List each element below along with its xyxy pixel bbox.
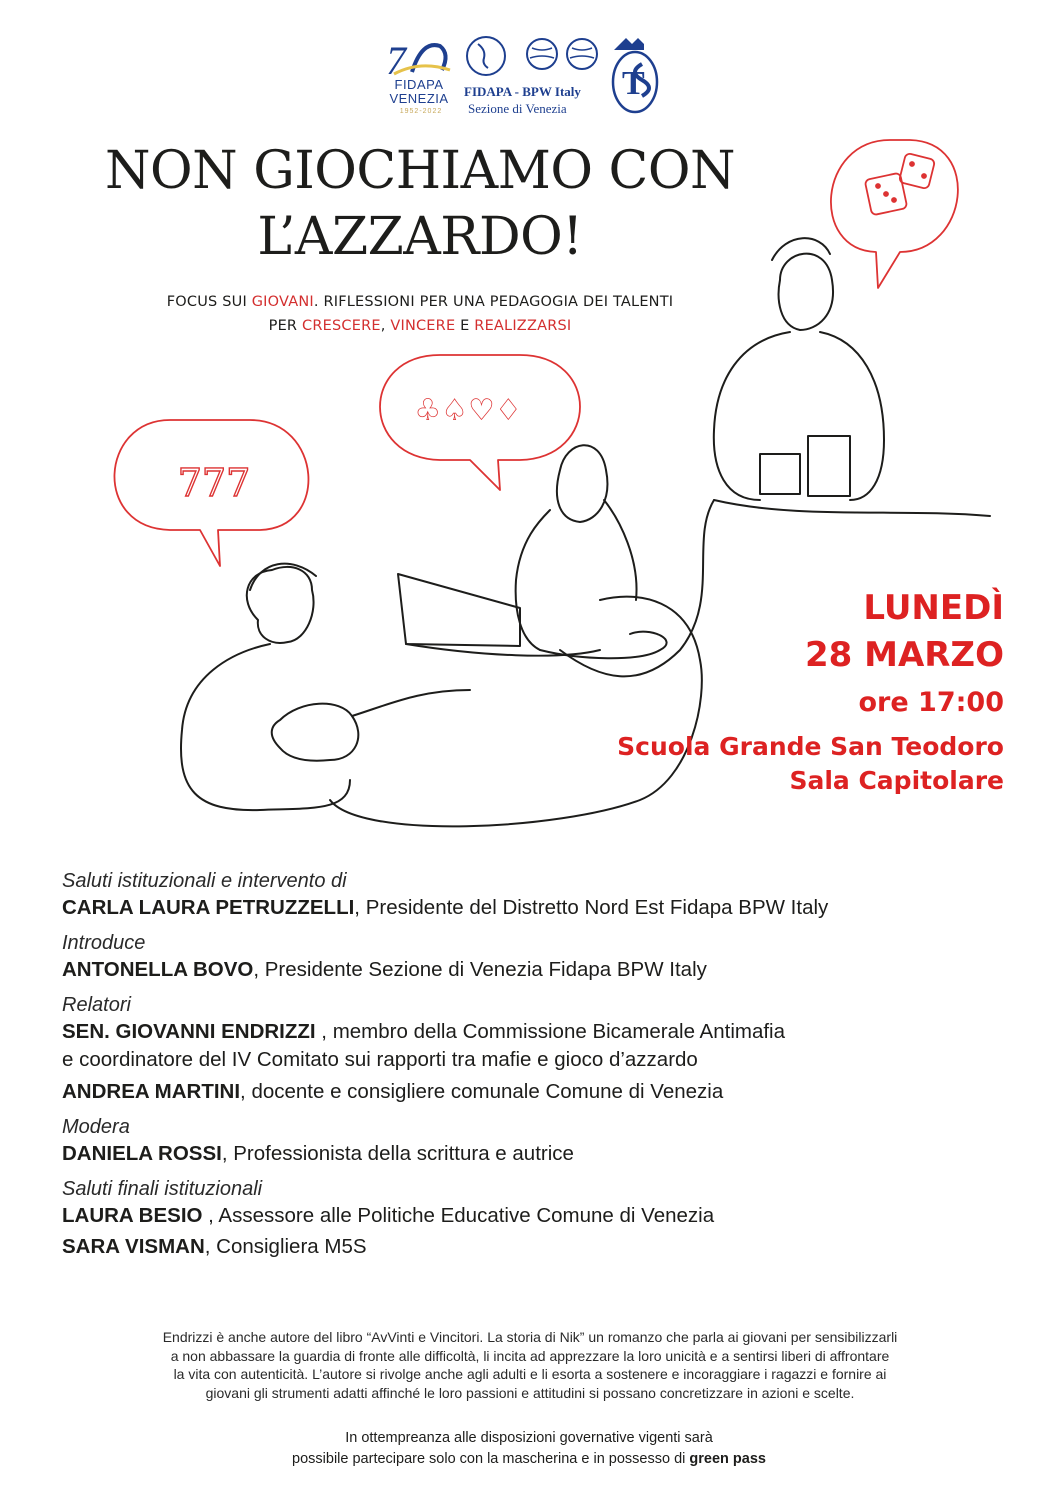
fidapa-70-seven-mark: 7 — [386, 38, 406, 83]
role-label: Saluti istituzionali e intervento di — [62, 870, 347, 892]
die-back — [899, 153, 935, 189]
man-head — [779, 254, 833, 330]
slot-777-text: 777 — [177, 461, 251, 505]
book-note — [50, 1328, 1010, 1402]
laptop-screen — [398, 574, 520, 646]
speaker-desc: , Consigliera M5S — [204, 1235, 367, 1258]
speaker-line — [62, 1078, 1022, 1106]
speaker-line — [62, 1202, 1022, 1230]
subtitle-text: FOCUS SUI — [166, 294, 252, 310]
girl-hair-right — [604, 500, 637, 600]
speaker-line — [62, 956, 1022, 984]
covid-notice — [0, 1428, 1058, 1470]
role-label: Saluti finali istituzionali — [62, 1178, 263, 1200]
event-time: ore 17:00 — [858, 687, 1004, 718]
notice-green-pass: green pass — [689, 1451, 766, 1467]
subtitle-highlight-crescere: CRESCERE — [302, 318, 381, 334]
program-block-closing — [62, 1176, 1022, 1261]
notice-line-1: In ottempreanza alle disposizioni governative vigenti sarà — [345, 1430, 713, 1446]
man-hair — [772, 238, 830, 260]
game-controller — [272, 704, 359, 761]
svg-text:T: T — [622, 65, 645, 102]
speaker-name: CARLA LAURA PETRUZZELLI — [62, 896, 355, 919]
speaker-desc: , Presidente Sezione di Venezia Fidapa BPW Italy — [253, 958, 707, 981]
speaker-line — [62, 894, 1022, 922]
program-block-moderator — [62, 1114, 1022, 1168]
speaker-desc: , docente e consigliere comunale Comune di Venezia — [240, 1080, 724, 1103]
speaker-name: SARA VISMAN — [62, 1235, 205, 1258]
note-line-2: a non abbassare la guardia di fronte alle difficoltà, li incita ad apprezzare la loro unicità e a sentirsi liberi di affrontare — [170, 1347, 890, 1364]
speaker-desc: , membro della Commissione Bicamerale Antimafia — [315, 1020, 786, 1043]
fidapa-venezia-line1: FIDAPA — [394, 77, 444, 92]
man-hand — [760, 454, 800, 494]
table-line — [714, 500, 990, 516]
event-venue — [617, 730, 1004, 798]
venue-room: Sala Capitolare — [789, 766, 1004, 795]
speaker-desc: , Professionista della scrittura e autrice — [221, 1142, 574, 1165]
title-line-2: L’AZZARDO! — [257, 207, 583, 267]
girl-head — [557, 445, 607, 522]
notice-text: possibile partecipare solo con la mascherina e in possesso di — [292, 1451, 690, 1467]
event-day: LUNEDÌ — [863, 588, 1004, 628]
phone — [808, 436, 850, 496]
subtitle-text: PER — [268, 318, 303, 334]
subtitle-text: . RIFLESSIONI PER UNA PEDAGOGIA DEI TALENTI — [313, 294, 674, 310]
role-label: Relatori — [62, 994, 131, 1016]
speaker-name: ANDREA MARTINI — [62, 1080, 241, 1103]
program-block-intro — [62, 930, 1022, 984]
program-list — [62, 868, 1022, 1269]
subtitle-highlight-giovani: GIOVANI — [251, 294, 314, 310]
event-info — [617, 586, 1004, 798]
program-block-speakers — [62, 992, 1022, 1106]
man-body-left — [714, 332, 790, 500]
speaker-line — [62, 1140, 1022, 1168]
venue-name: Scuola Grande San Teodoro — [617, 732, 1004, 761]
subtitle-highlight-vincere: VINCERE — [390, 318, 456, 334]
bpw-italy-label: FIDAPA - BPW Italy — [464, 84, 581, 99]
speaker-line — [62, 1233, 1022, 1261]
program-block-greetings — [62, 868, 1022, 922]
notice-line-2 — [0, 1449, 1058, 1470]
speaker-desc: , Presidente del Distretto Nord Est Fidapa BPW Italy — [354, 896, 829, 919]
note-line-1: Endrizzi è anche autore del libro “AvVinti e Vincitori. La storia di Nik” un romanzo che parla ai giovani per sensibilizzarli — [162, 1329, 898, 1345]
speaker-name: SEN. GIOVANNI ENDRIZZI — [62, 1020, 316, 1043]
speech-bubble-dice — [831, 140, 958, 288]
bpw-section-label: Sezione di Venezia — [468, 101, 567, 116]
title-line-1: NON GIOCHIAMO CON — [105, 141, 735, 201]
note-line-3: la vita con autenticità. L’autore si rivolge anche agli adulti e li esorta a sostenere e incoraggiare i ragazzi e fornire ai — [173, 1366, 887, 1382]
boy-body — [181, 644, 350, 810]
role-label: Modera — [62, 1116, 130, 1138]
note-line-4: giovani gli strumenti adatti affinché le loro passioni e attitudini si possano concretizzare in azioni e scelte. — [205, 1384, 855, 1401]
speaker-name: LAURA BESIO — [62, 1204, 203, 1227]
subtitle-text: , — [380, 318, 391, 334]
role-label: Introduce — [62, 932, 146, 954]
card-suits-text: ♧♤♡♢ — [414, 393, 522, 428]
speaker-line — [62, 1018, 1022, 1046]
speaker-desc: , Assessore alle Politiche Educative Comune di Venezia — [202, 1204, 715, 1227]
speaker-name: ANTONELLA BOVO — [62, 958, 254, 981]
fidapa-venezia-line2: VENEZIA — [389, 91, 449, 106]
event-date: 28 MARZO — [804, 635, 1004, 675]
fidapa-venezia-years: 1952-2022 — [399, 108, 443, 115]
subtitle-highlight-realizzarsi: REALIZZARSI — [474, 318, 572, 334]
speaker-line-continued: e coordinatore del IV Comitato sui rapporti tra mafie e gioco d’azzardo — [62, 1048, 698, 1071]
subtitle-text: E — [455, 318, 475, 334]
controller-cable — [352, 690, 470, 716]
man-body-right — [820, 332, 884, 500]
speaker-name: DANIELA ROSSI — [62, 1142, 222, 1165]
